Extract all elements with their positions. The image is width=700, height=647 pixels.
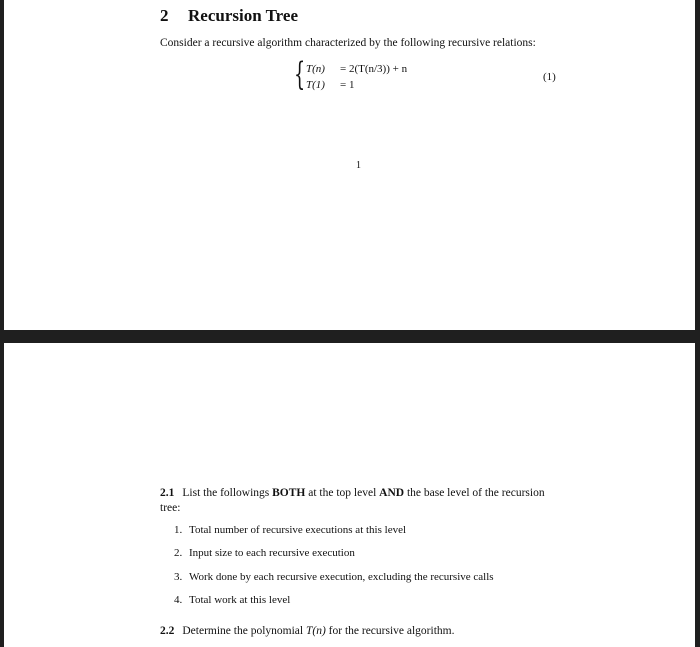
list-item: [174, 571, 494, 583]
list-item-number: 3.: [174, 571, 183, 583]
equation-label: (1): [543, 71, 556, 83]
document-page-1: [4, 0, 695, 330]
list-item-number: 1.: [174, 524, 183, 536]
list-item-text: Input size to each recursive execution: [189, 547, 355, 559]
equation-row-2-lhs: T(1): [306, 79, 325, 91]
intro-paragraph: Consider a recursive algorithm characterized by the following recursive relations:: [160, 37, 536, 49]
equation-row-2-rhs: = 1: [340, 79, 355, 91]
document-page-2: [4, 343, 695, 647]
equation-row-1-lhs: T(n): [306, 63, 325, 75]
list-item: [174, 524, 406, 536]
equation-brace: {: [294, 55, 306, 93]
equation-row-1: [306, 63, 407, 75]
list-item: [174, 547, 355, 559]
list-item-text: Total work at this level: [189, 594, 291, 606]
page-number: 1: [356, 160, 361, 171]
equation-row-1-rhs: = 2(T(n/3)) + n: [340, 63, 408, 75]
list-item-text: Work done by each recursive execution, excluding the recursive calls: [189, 571, 494, 583]
emphasis-both: BOTH: [272, 487, 306, 499]
section-number: 2: [160, 6, 169, 25]
list-item-number: 4.: [174, 594, 183, 606]
emphasis-and: AND: [379, 487, 405, 499]
subsection-2-1-text-c: the base level of the recursion tree:: [160, 487, 545, 514]
subsection-2-2-number: 2.2: [160, 625, 175, 637]
subsection-2-2-text-b: for the recursive algorithm.: [328, 625, 455, 637]
subsection-2-1: [160, 486, 565, 516]
section-heading: [160, 6, 298, 26]
equation-row-2: [306, 79, 354, 91]
list-item-text: Total number of recursive executions at this level: [189, 524, 407, 536]
list-item-number: 2.: [174, 547, 183, 559]
subsection-2-2-text-a: Determine the polynomial: [182, 625, 304, 637]
list-item: [174, 594, 290, 606]
section-title: Recursion Tree: [188, 6, 299, 25]
polynomial-tn: T(n): [305, 625, 326, 637]
subsection-2-2: [160, 624, 454, 639]
subsection-2-1-text-a: List the followings: [182, 487, 270, 499]
subsection-2-1-number: 2.1: [160, 487, 175, 499]
subsection-2-1-text-b: at the top level: [308, 487, 377, 499]
